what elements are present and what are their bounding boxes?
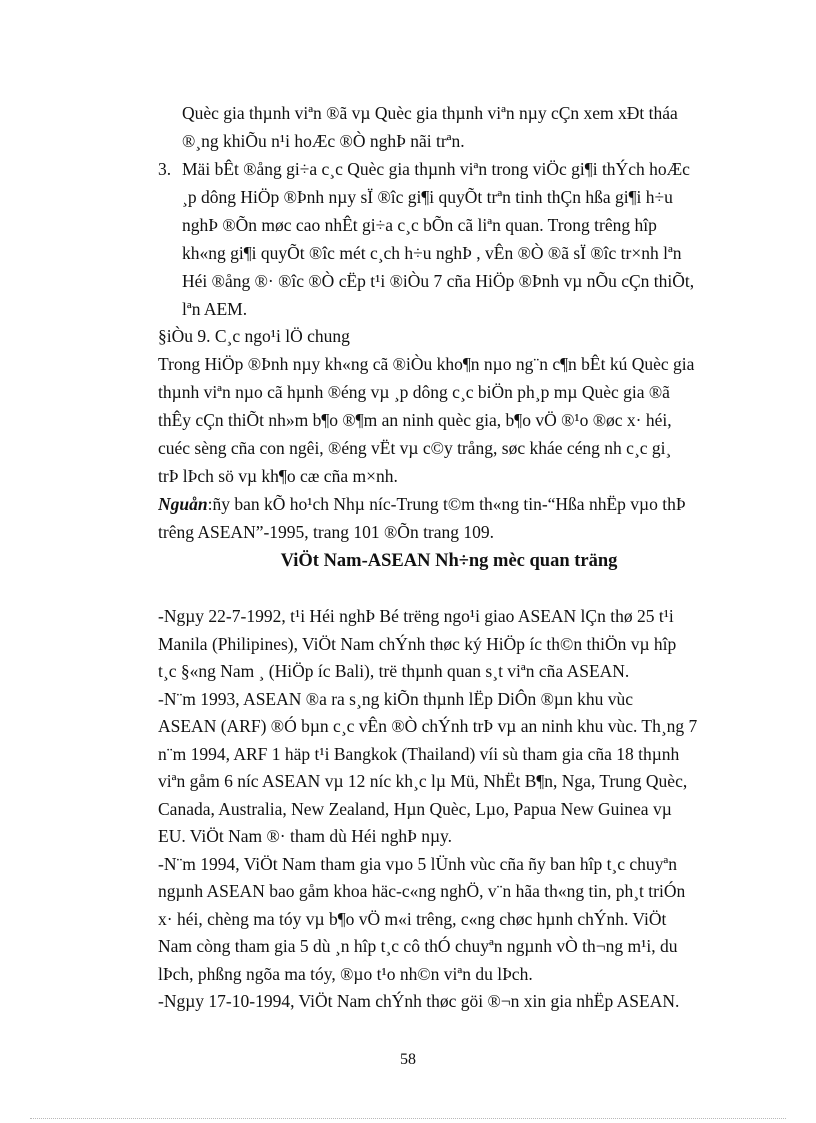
text-line: Trong HiÖp ®Þnh nµy kh«ng cã ®iÒu kho¶n nµo ng¨n c¶n bÊt kú Quèc gia	[158, 354, 695, 374]
source-line	[158, 490, 740, 518]
section-title: ViÖt Nam-ASEAN Nh÷ng mèc quan träng	[280, 551, 618, 571]
text-line: Manila (Philipines), ViÖt Nam chÝnh thøc ký HiÖp íc th©n thiÖn vµ hîp	[158, 633, 677, 654]
text-line: ngµnh ASEAN bao gåm khoa häc-c«ng nghÖ, v¨n hãa th«ng tin, ph¸t triÓn	[158, 881, 686, 901]
text-line: Canada, Australia, New Zealand, Hµn Quèc, Lµo, Papua New Guinea vµ	[158, 798, 672, 819]
page-number: 58	[400, 1051, 416, 1068]
list-number: 3.	[158, 159, 172, 179]
text-line: cuéc sèng cña con ngêi, ®éng vËt vµ c©y trång, søc kháe céng nh c¸c gi¸	[158, 438, 672, 458]
text-line: Mäi bÊt ®ång gi÷a c¸c Quèc gia thµnh viªn trong viÖc gi¶i thÝch hoÆc	[182, 159, 690, 179]
text-line: ¸p dông HiÖp ®Þnh nµy sÏ ®îc gi¶i quyÕt trªn tinh thÇn hßa gi¶i h÷u	[182, 187, 673, 207]
text-line: lÞch, phßng ngõa ma tóy, ®µo t¹o nh©n viªn du lÞch.	[158, 963, 533, 984]
text-line: t¸c §«ng Nam ¸ (HiÖp íc Bali), trë thµnh quan s¸t viªn cña ASEAN.	[158, 661, 630, 681]
text-line: thÊy cÇn thiÕt nh»m b¶o ®¶m an ninh quèc gia, b¶o vÖ ®¹o ®øc x· héi,	[158, 410, 672, 430]
source-label: Nguån	[158, 494, 208, 514]
continuation-paragraph	[182, 99, 740, 155]
text-line: x· héi, chèng ma tóy vµ b¶o vÖ m«i trêng, c«ng chøc hµnh chÝnh. ViÖt	[158, 908, 667, 929]
article-9	[158, 322, 740, 546]
text-line: thµnh viªn nµo cã hµnh ®éng vµ ¸p dông c¸c biÖn ph¸p mµ Quèc gia ®ã	[158, 382, 670, 402]
text-line: lªn AEM.	[182, 299, 248, 319]
text-line: -N¨m 1994, ViÖt Nam tham gia vµo 5 lÜnh vùc cña ñy ban hîp t¸c chuyªn	[158, 853, 677, 874]
text-line: viªn gåm 6 níc ASEAN vµ 12 níc kh¸c lµ Mü, NhËt B¶n, Nga, Trung Quèc,	[158, 771, 688, 791]
source-text: :ñy ban kÕ ho¹ch Nhµ níc-Trung t©m th«ng tin-“Hßa nhËp vµo thÞ	[207, 494, 686, 514]
text-line: Quèc gia thµnh viªn ®ã vµ Quèc gia thµnh viªn nµy cÇn xem xÐt tháa	[182, 103, 678, 123]
text-line: kh«ng gi¶i quyÕt ®îc mét c¸ch h÷u nghÞ , vÊn ®Ò ®ã sÏ ®îc tr×nh lªn	[182, 243, 682, 263]
text-line: EU. ViÖt Nam ®· tham dù Héi nghÞ nµy.	[158, 826, 453, 846]
text-line: Héi ®ång ®· ®îc ®Ò cËp t¹i ®iÒu 7 cña HiÖp ®Þnh vµ nÕu cÇn thiÕt,	[182, 271, 695, 291]
article-heading: §iÒu 9. C¸c ngo¹i lÖ chung	[158, 326, 350, 346]
text-line: ASEAN (ARF) ®Ó bµn c¸c vÊn ®Ò chÝnh trÞ vµ an ninh khu vùc. Th¸ng 7	[158, 716, 698, 736]
text-line: n¨m 1994, ARF 1 häp t¹i Bangkok (Thailand) víi sù tham gia cña 18 thµnh	[158, 743, 680, 764]
text-line: -N¨m 1993, ASEAN ®a ra s¸ng kiÕn thµnh lËp DiÔn ®µn khu vùc	[158, 688, 633, 709]
text-line: -Ngµy 17-10-1994, ViÖt Nam chÝnh thøc göi ®¬n xin gia nhËp ASEAN.	[158, 991, 680, 1011]
milestones-section	[158, 603, 740, 1016]
text-line: Nam còng tham gia 5 dù ¸n hîp t¸c cô thÓ chuyªn ngµnh vÒ th¬ng m¹i, du	[158, 936, 678, 956]
text-line: -Ngµy 22-7-1992, t¹i Héi nghÞ Bé trëng ngo¹i giao ASEAN lÇn thø 25 t¹i	[158, 606, 674, 626]
source-line-2: trêng ASEAN”-1995, trang 101 ®Õn trang 109.	[158, 522, 495, 542]
page-bottom-divider	[30, 1118, 786, 1119]
list-item-body	[182, 155, 740, 323]
text-line: nghÞ ®Õn møc cao nhÊt gi÷a c¸c bÕn cã liªn quan. Trong trêng hîp	[182, 215, 657, 235]
text-line: trÞ lÞch sö vµ kh¶o cæ cña m×nh.	[158, 466, 398, 486]
text-line: ®¸ng khiÕu n¹i hoÆc ®Ò nghÞ nãi trªn.	[182, 131, 465, 151]
